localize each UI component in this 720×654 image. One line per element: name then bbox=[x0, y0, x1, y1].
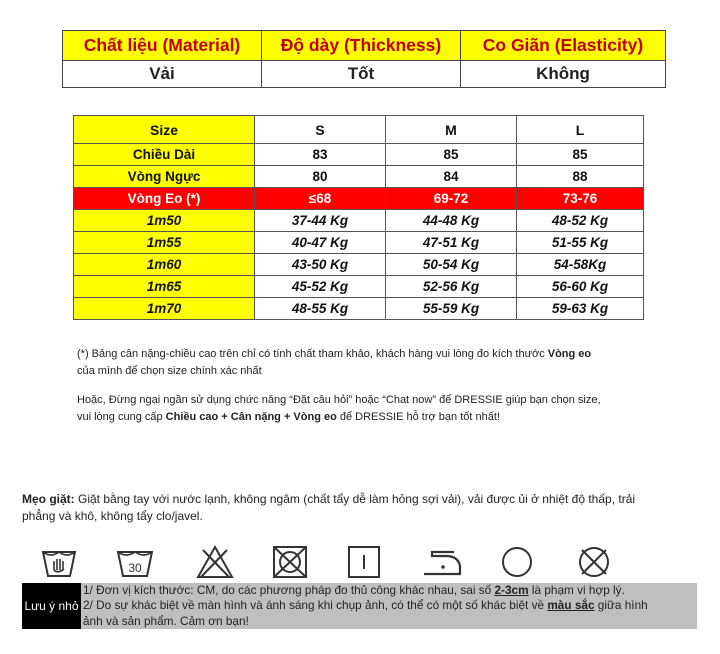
table-cell: 47-51 Kg bbox=[386, 232, 517, 254]
table-row bbox=[74, 144, 644, 166]
footer-text: giữa hình bbox=[594, 598, 648, 613]
table-cell: 54-58Kg bbox=[517, 254, 644, 276]
dry-clean-icon bbox=[497, 544, 537, 580]
table-row bbox=[74, 298, 644, 320]
table-row bbox=[74, 254, 644, 276]
row-label: Chiều Dài bbox=[74, 144, 255, 166]
table-cell: 37-44 Kg bbox=[255, 210, 386, 232]
footer-bold: màu sắc bbox=[547, 598, 595, 613]
hand-wash-icon bbox=[39, 544, 79, 580]
table-cell: 43-50 Kg bbox=[255, 254, 386, 276]
table-row bbox=[74, 166, 644, 188]
row-label: 1m60 bbox=[74, 254, 255, 276]
thickness-value: Tốt bbox=[261, 61, 460, 88]
care-icons bbox=[30, 544, 630, 584]
footer-label: Lưu ý nhỏ bbox=[22, 583, 81, 629]
footer-text: 2/ Do sự khác biệt về màn hình và ánh sáng khi chụp ảnh, có thể có một số khác biệt về bbox=[83, 598, 548, 613]
size-header-l: L bbox=[517, 116, 644, 144]
wash-30-icon bbox=[115, 544, 155, 580]
note-text: Hoặc, Đừng ngại ngần sử dụng chức năng “Đặt câu hỏi” hoặc “Chat now” để DRESSIE giúp bạn chọn size, bbox=[77, 394, 601, 406]
note-text: để DRESSIE hỗ trợ bạn tốt nhất! bbox=[336, 411, 500, 423]
table-row bbox=[74, 210, 644, 232]
table-cell: 55-59 Kg bbox=[386, 298, 517, 320]
material-header-row bbox=[63, 31, 666, 61]
care-text: phẳng và khô, không tẩy clo/javel. bbox=[22, 509, 203, 523]
table-cell: 73-76 bbox=[517, 188, 644, 210]
table-cell: 83 bbox=[255, 144, 386, 166]
row-label: Vòng Eo (*) bbox=[74, 188, 255, 210]
table-cell: 40-47 Kg bbox=[255, 232, 386, 254]
thickness-header: Độ dày (Thickness) bbox=[261, 31, 460, 61]
size-header-row bbox=[74, 116, 644, 144]
table-cell: 59-63 Kg bbox=[517, 298, 644, 320]
note-bold: Vòng eo bbox=[547, 348, 592, 360]
row-label: 1m70 bbox=[74, 298, 255, 320]
table-cell: 85 bbox=[517, 144, 644, 166]
care-instructions bbox=[22, 491, 702, 525]
care-text: Giặt bằng tay với nước lạnh, không ngâm (chất tẩy dễ làm hỏng sợi vải), vải được ủi ở nhiệt độ thấp, trải bbox=[74, 492, 636, 506]
table-cell: 52-56 Kg bbox=[386, 276, 517, 298]
no-dry-clean-icon bbox=[574, 544, 614, 580]
footer-text: là phạm vi hợp lý. bbox=[528, 583, 625, 597]
table-cell: 80 bbox=[255, 166, 386, 188]
size-header-m: M bbox=[386, 116, 517, 144]
table-cell: 84 bbox=[386, 166, 517, 188]
care-label: Mẹo giặt: bbox=[22, 492, 75, 506]
table-row bbox=[74, 232, 644, 254]
chat-note bbox=[77, 392, 677, 426]
row-label: 1m65 bbox=[74, 276, 255, 298]
table-cell: 56-60 Kg bbox=[517, 276, 644, 298]
iron-low-icon bbox=[422, 544, 462, 580]
note-text: vui lòng cung cấp bbox=[77, 411, 166, 423]
footer-text: 1/ Đơn vị kích thước: CM, do các phương pháp đo thủ công khác nhau, sai số bbox=[83, 583, 495, 597]
table-row bbox=[74, 276, 644, 298]
row-label: 1m50 bbox=[74, 210, 255, 232]
footer-notes bbox=[81, 583, 697, 629]
note-text: của mình để chọn size chính xác nhất bbox=[77, 365, 262, 377]
wash-temperature: 30 bbox=[128, 561, 142, 575]
table-cell: 88 bbox=[517, 166, 644, 188]
note-text: (*) Bảng cân nặng-chiều cao trên chỉ có tính chất tham khảo, khách hàng vui lòng đo kích thước bbox=[77, 348, 548, 360]
note-bold: Chiều cao + Cân nặng + Vòng eo bbox=[165, 411, 337, 423]
table-cell: 50-54 Kg bbox=[386, 254, 517, 276]
reference-note bbox=[77, 346, 677, 380]
material-table bbox=[62, 30, 666, 88]
table-row-waist bbox=[74, 188, 644, 210]
table-cell: 44-48 Kg bbox=[386, 210, 517, 232]
footer-bold: 2-3cm bbox=[494, 583, 529, 597]
size-header-label: Size bbox=[74, 116, 255, 144]
table-cell: 69-72 bbox=[386, 188, 517, 210]
table-cell: 48-52 Kg bbox=[517, 210, 644, 232]
table-cell: 85 bbox=[386, 144, 517, 166]
table-cell: ≤68 bbox=[255, 188, 386, 210]
no-bleach-icon bbox=[195, 544, 235, 580]
table-cell: 45-52 Kg bbox=[255, 276, 386, 298]
footer-line bbox=[83, 598, 697, 613]
footer-line bbox=[83, 583, 697, 598]
line-dry-icon bbox=[344, 544, 384, 580]
material-value-row bbox=[63, 61, 666, 88]
size-header-s: S bbox=[255, 116, 386, 144]
table-cell: 51-55 Kg bbox=[517, 232, 644, 254]
material-value: Vải bbox=[63, 61, 262, 88]
size-table bbox=[73, 115, 644, 320]
elasticity-value: Không bbox=[460, 61, 665, 88]
material-header: Chất liệu (Material) bbox=[63, 31, 262, 61]
table-cell: 48-55 Kg bbox=[255, 298, 386, 320]
no-tumble-dry-icon bbox=[270, 544, 310, 580]
row-label: Vòng Ngực bbox=[74, 166, 255, 188]
row-label: 1m55 bbox=[74, 232, 255, 254]
elasticity-header: Co Giãn (Elasticity) bbox=[460, 31, 665, 61]
footer-line: ảnh và sản phẩm. Cảm ơn bạn! bbox=[83, 613, 249, 628]
